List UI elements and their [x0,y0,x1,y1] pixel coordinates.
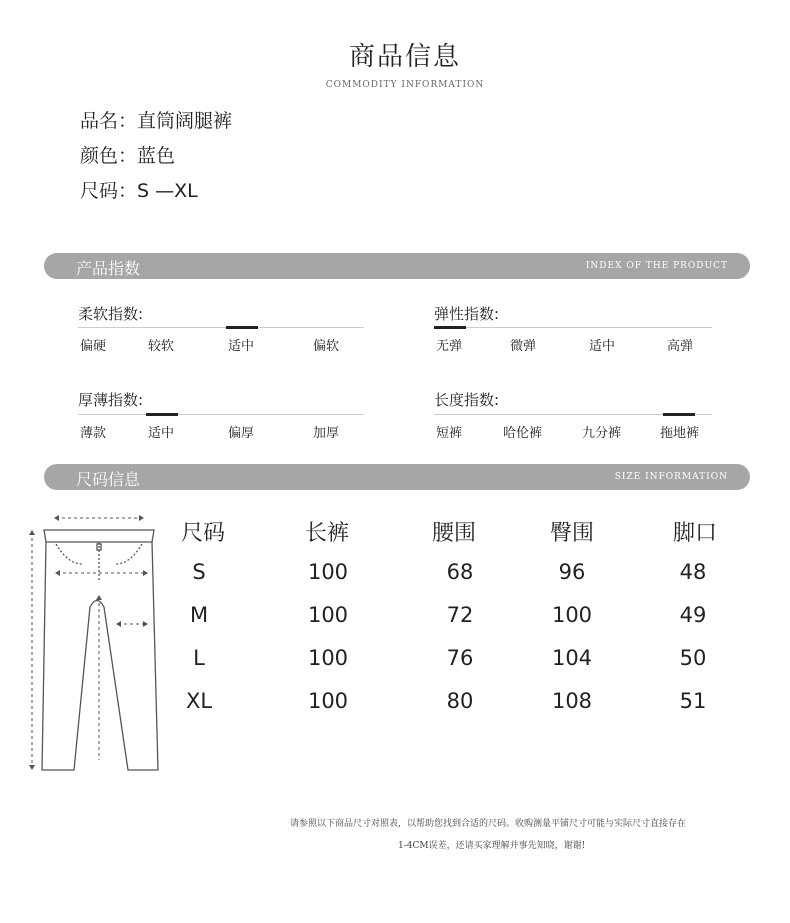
length-option: 拖地裤 [660,426,700,441]
size-info-en: SIZE INFORMATION [614,472,728,482]
length-option: 九分裤 [582,426,622,441]
length-option: 短裤 [436,426,463,441]
size-table-cell: 72 [446,603,474,627]
size-table-cell: 100 [307,560,349,584]
size-table-cell: 49 [679,603,707,627]
size-table-cell: 50 [679,646,707,670]
size-table-header: 长裤 [304,521,349,546]
size-table-cell: 100 [307,646,349,670]
thickness-option: 适中 [148,426,175,441]
size-table-cell: 100 [307,689,349,713]
size-table-header: 臀围 [549,521,594,546]
thickness-option: 偏厚 [228,426,255,441]
elasticity-label: 弹性指数: [434,305,500,323]
measurement-note-line2: 1-4CM误差，还请买家理解并事先知晓，谢谢! [398,841,586,851]
size-info-title: 尺码信息 [76,470,141,489]
size-table-cell: 96 [558,560,586,584]
product-index-band [44,253,750,279]
size-table-cell: 68 [446,560,474,584]
thickness-scale-line [78,414,364,415]
thickness-option: 加厚 [313,426,340,441]
size-table-cell: S [192,560,206,584]
size-table-cell: 80 [446,689,474,713]
elasticity-scale-line [434,327,712,328]
softness-option: 偏硬 [80,339,107,354]
measurement-note-line1: 请参照以下商品尺寸对照表，以帮助您找到合适的尺码。收购测量平铺尺寸可能与实际尺寸直接存在 [290,819,687,829]
page-title: 商品信息 [348,42,461,72]
size-table-header: 脚口 [672,521,717,546]
softness-option: 较软 [148,339,175,354]
size-table-cell: 100 [307,603,349,627]
elasticity-indicator [434,326,466,329]
product-color: 颜色：蓝色 [80,145,176,167]
size-info-band [44,464,750,490]
page-subtitle: COMMODITY INFORMATION [325,80,485,90]
product-name: 品名：直筒阔腿裤 [80,110,233,132]
thickness-option: 薄款 [80,426,107,441]
size-table-cell: 48 [679,560,707,584]
size-table-header: 腰围 [431,521,476,546]
elasticity-option: 高弹 [667,339,694,354]
size-table-cell: 108 [551,689,593,713]
size-table-header: 尺码 [180,521,225,546]
size-table-cell: 76 [446,646,474,670]
product-size-range: 尺码：S —XL [80,180,198,202]
size-table-cell: 100 [551,603,593,627]
pants-measurement-diagram [24,512,164,778]
softness-option: 适中 [228,339,255,354]
softness-indicator [226,326,258,329]
size-table-cell: 104 [551,646,593,670]
softness-scale-line [78,327,364,328]
softness-option: 偏软 [313,339,340,354]
product-index-title: 产品指数 [76,259,141,278]
size-table-cell: L [193,646,205,670]
elasticity-option: 无弹 [436,339,463,354]
elasticity-option: 适中 [589,339,616,354]
thickness-indicator [146,413,178,416]
length-option: 哈伦裤 [503,426,543,441]
product-index-en: INDEX OF THE PRODUCT [585,261,728,271]
size-table-cell: M [189,603,209,627]
length-indicator [663,413,695,416]
softness-label: 柔软指数: [78,305,144,323]
length-label: 长度指数: [434,391,500,409]
thickness-label: 厚薄指数: [78,391,144,409]
size-table-cell: 51 [679,689,707,713]
elasticity-option: 微弹 [510,339,537,354]
size-table-cell: XL [185,689,213,713]
